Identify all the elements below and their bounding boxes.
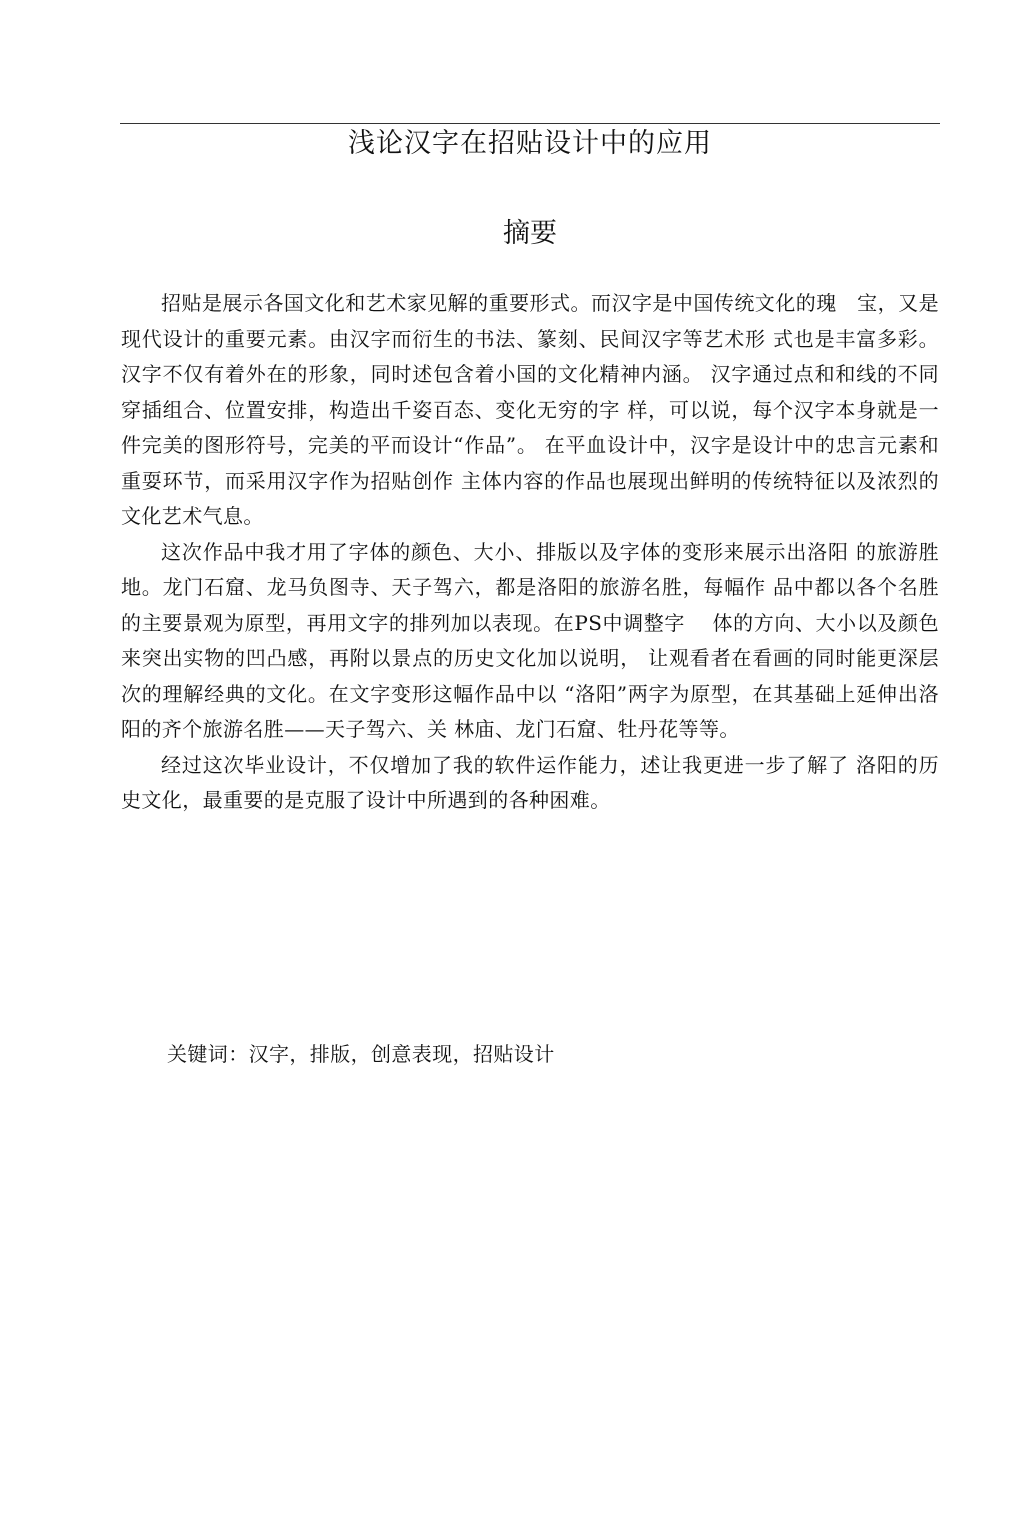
abstract-paragraph: 这次作品中我才用了字体的颜色、大小、排版以及字体的变形来展示出洛阳 的旅游胜地。龙门石窟、龙马负图寺、天子驾六，都是洛阳的旅游名胜，每幅作 品中都以各个名胜的主要景观为原型，再用文字的排列加以表现。在PS中调整字 体的方向、大小以及颜色来突出实物的凹凸感，再附以景点的历史文化加以说明， 让观看者在看画的同时能更深层次的理解经典的文化。在文字变形这幅作品中以 “洛阳”两字为原型，在其基础上延伸出洛阳的齐个旅游名胜——天子驾六、关 林庙、龙门石窟、牡丹花等等。: [121, 539, 939, 741]
abstract-heading: 摘要: [503, 218, 557, 249]
keywords-line: 关键词：汉字，排版，创意表现，招贴设计: [167, 1042, 555, 1066]
document-title: 浅论汉字在招贴设计中的应用: [348, 128, 712, 159]
abstract-body: [121, 286, 939, 819]
abstract-paragraph: 经过这次毕业设计，不仅增加了我的软件运作能力，述让我更进一步了解了 洛阳的历史文化，最重要的是克服了设计中所遇到的各种困难。: [121, 752, 939, 812]
abstract-paragraph: 招贴是展示各国文化和艺术家见解的重要形式。而汉字是中国传统文化的瑰 宝，又是现代设计的重要元素。由汉字而衍生的书法、篆刻、民间汉字等艺术形 式也是丰富多彩。汉字不仅有着外在的形象，同时述包含着小国的文化精神内涵。 汉字通过点和和线的不同穿插组合、位置安排，构造出千姿百态、变化无穷的字 样，可以说，每个汉字本身就是一件完美的图形符号，完美的平而设计“作品”。 在平血设计中，汉字是设计中的忠言元素和重耍环节，而采用汉字作为招贴创作 主体内容的作品也展现出鲜明的传统特征以及浓烈的文化艺术气息。: [121, 291, 939, 528]
